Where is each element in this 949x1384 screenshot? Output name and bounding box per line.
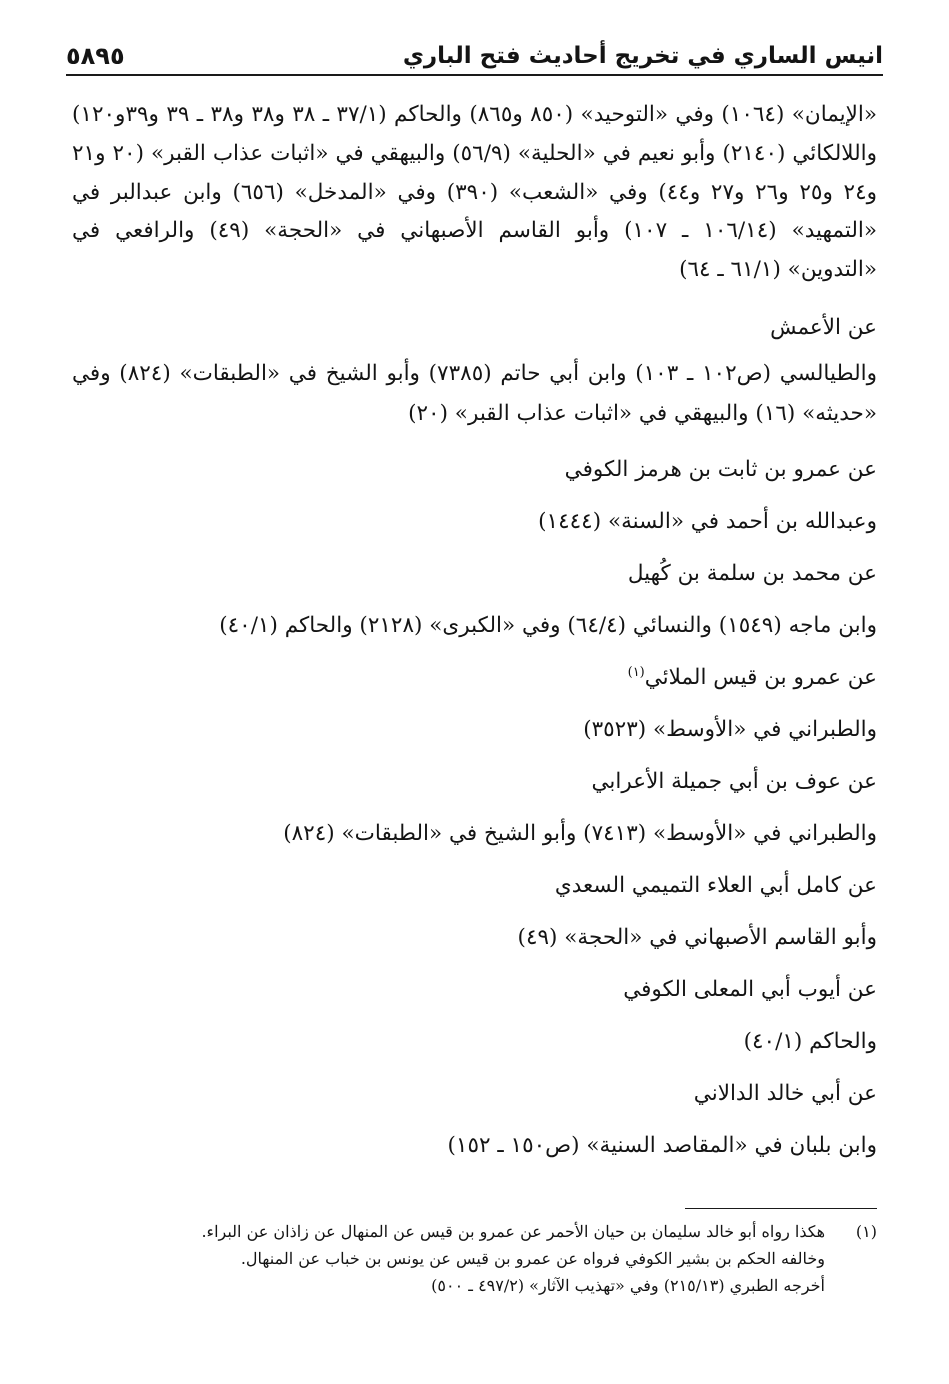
source-line: والطيالسي (ص١٠٢ ـ ١٠٣) وابن أبي حاتم (٧٣٨٥) وأبو الشيخ في «الطبقات» (٨٢٤) وفي «حديثه» (١٦) والبيهقي في «اثبات عذاب القبر» (٢٠) xyxy=(72,360,877,426)
narrator-line: عن أيوب أبي المعلى الكوفي xyxy=(623,976,877,1002)
footnotes xyxy=(72,1218,877,1299)
narrator-line xyxy=(72,652,877,704)
footnote-text xyxy=(72,1218,825,1299)
narrator-line: عن عمرو بن ثابت بن هرمز الكوفي xyxy=(564,456,877,482)
narrator-line: عن عوف بن أبي جميلة الأعرابي xyxy=(591,768,877,794)
footnote-separator xyxy=(685,1208,877,1209)
narrator-line: عن الأعمش xyxy=(770,314,877,340)
source-line: والطبراني في «الأوسط» (٣٥٢٣) xyxy=(583,716,877,742)
narration-entry xyxy=(72,1068,877,1172)
footnote-reference[interactable]: (١) xyxy=(627,664,645,680)
page-number: ٥٨٩٥ xyxy=(66,42,125,70)
narration-entry xyxy=(72,444,877,548)
narration-entry xyxy=(72,964,877,1068)
footnote-line: أخرجه الطبري (٢١٥/١٣) وفي «تهذيب الآثار» (٤٩٧/٢ ـ ٥٠٠) xyxy=(431,1276,825,1295)
narrator-name: عن عمرو بن قيس الملائي xyxy=(644,664,877,690)
narrator-line: عن كامل أبي العلاء التميمي السعدي xyxy=(554,872,877,898)
main-text xyxy=(72,96,877,1172)
narration-entry xyxy=(72,860,877,964)
narration-list xyxy=(72,302,877,1172)
narration-entry xyxy=(72,756,877,860)
running-title: انيس الساري في تخريج أحاديث فتح الباري xyxy=(402,43,883,69)
source-line: وابن بلبان في «المقاصد السنية» (ص١٥٠ ـ ١٥٢) xyxy=(447,1132,877,1158)
footnote-line: هكذا رواه أبو خالد سليمان بن حيان الأحمر عن عمرو بن قيس عن المنهال عن زاذان عن البراء. xyxy=(201,1222,825,1241)
source-line: وعبدالله بن أحمد في «السنة» (١٤٤٤) xyxy=(538,508,877,534)
source-line: والطبراني في «الأوسط» (٧٤١٣) وأبو الشيخ في «الطبقات» (٨٢٤) xyxy=(283,820,877,846)
opening-paragraph: «الإيمان» (١٠٦٤) وفي «التوحيد» (٨٥٠ و٨٦٥) والحاكم (٣٧/١ ـ ٣٨ و٣٨ و٣٨ ـ ٣٩ و٣٩و١٢٠) واللالكائي (٢١٤٠) وأبو نعيم في «الحلية» (٥٦/٩) والبيهقي في «اثبات عذاب القبر» (٢٠ و٢١ و٢٤ و٢٥ و٢٦ و٢٧ و٤٤) وفي «الشعب» (٣٩٠) وفي «المدخل» (٦٥٦) وابن عبدالبر في «التمهيد» (١٠٦/١٤ ـ ١٠٧) وأبو القاسم الأصبهاني في «الحجة» (٤٩) والرافعي في «التدوين» (٦١/١ ـ ٦٤) xyxy=(72,102,878,283)
source-line: وأبو القاسم الأصبهاني في «الحجة» (٤٩) xyxy=(517,924,877,950)
narration-entry xyxy=(72,652,877,756)
page-header xyxy=(66,30,883,76)
narration-entry xyxy=(72,548,877,652)
footnote-line: وخالفه الحكم بن بشير الكوفي فرواه عن عمرو بن قيس عن يونس بن خباب عن المنهال. xyxy=(240,1249,825,1268)
source-line: وابن ماجه (١٥٤٩) والنسائي (٦٤/٤) وفي «الكبرى» (٢١٢٨) والحاكم (٤٠/١) xyxy=(219,612,877,638)
narration-entry xyxy=(72,302,877,434)
narrator-line: عن أبي خالد الدالاني xyxy=(693,1080,877,1106)
footnote-number: (١) xyxy=(855,1222,877,1241)
footnote xyxy=(72,1218,877,1299)
source-line: والحاكم (٤٠/١) xyxy=(743,1028,877,1054)
narrator-line: عن محمد بن سلمة بن كُهيل xyxy=(627,560,877,586)
